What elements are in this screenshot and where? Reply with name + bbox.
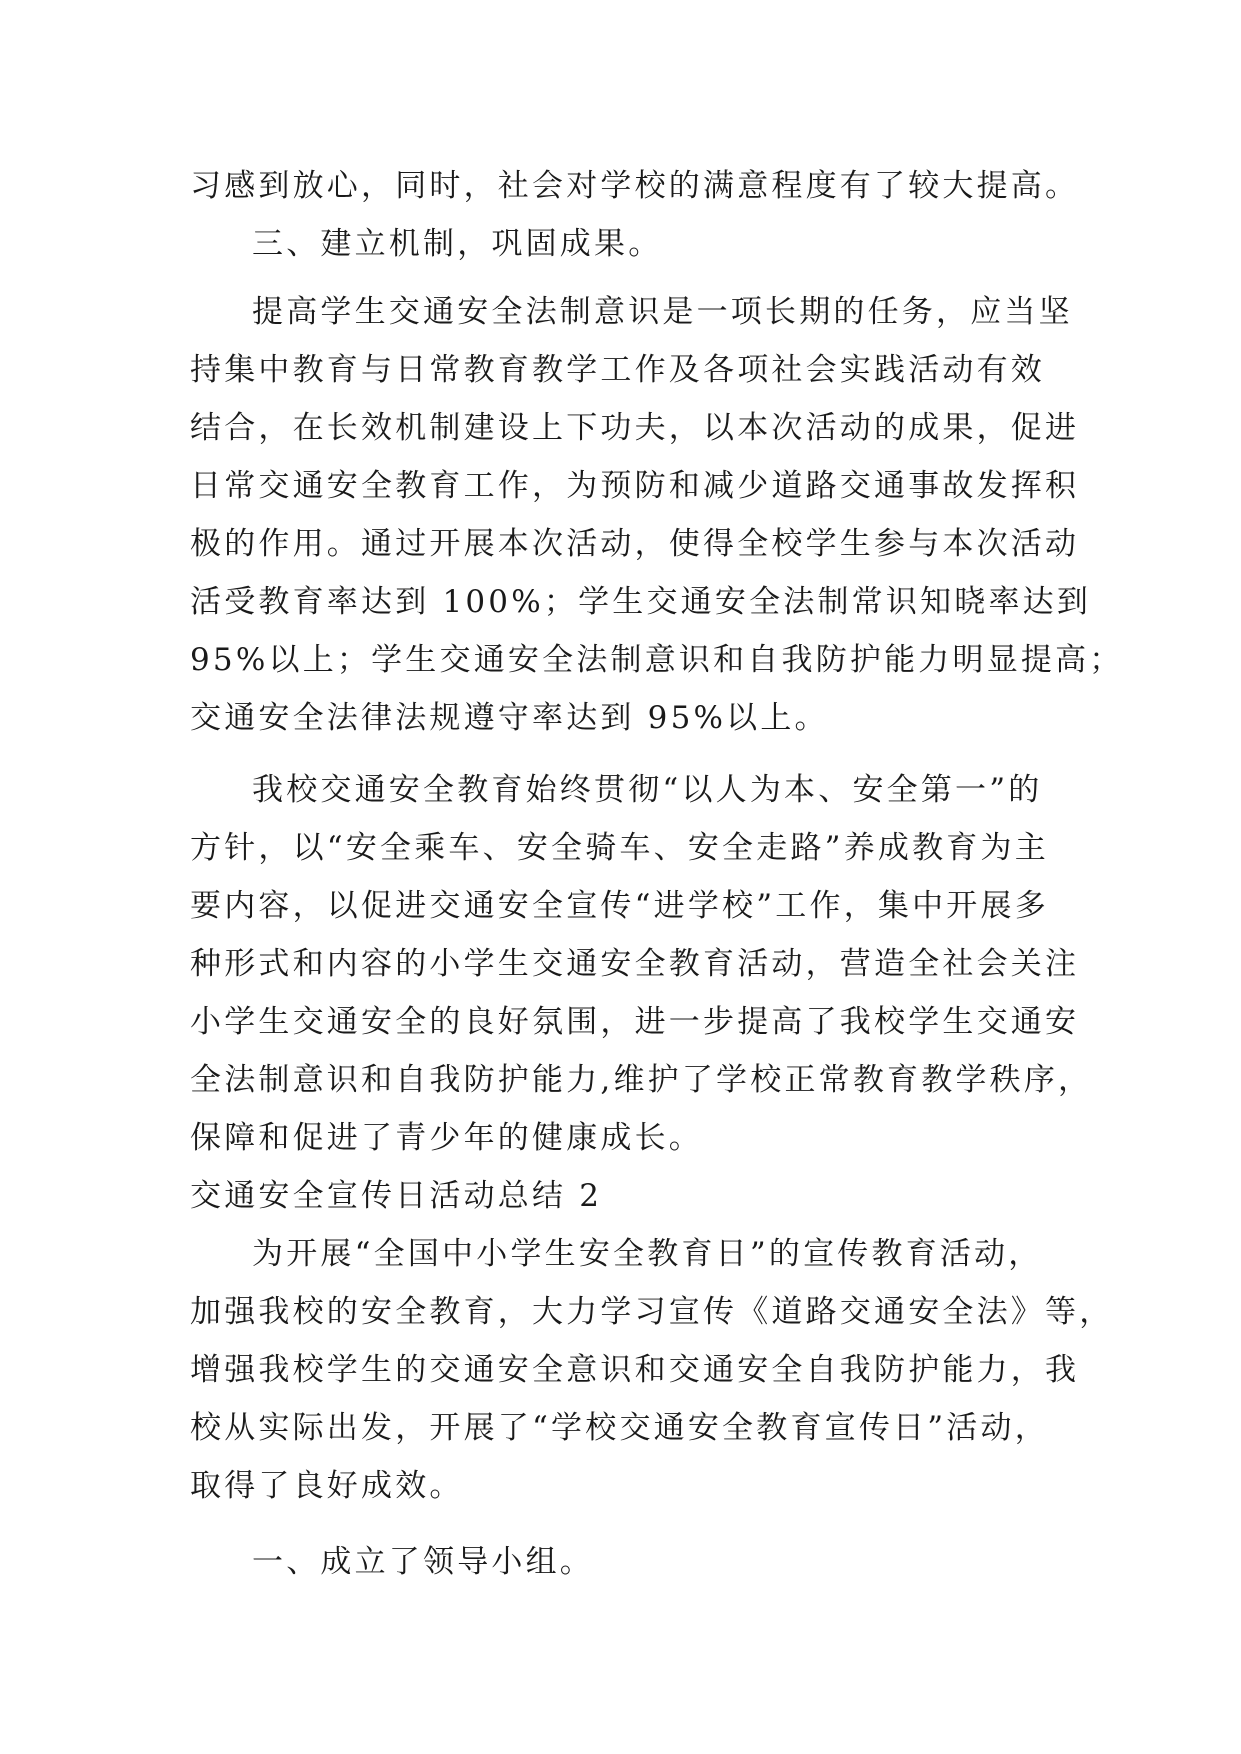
paragraph-line: 结合，在长效机制建设上下功夫，以本次活动的成果，促进 bbox=[190, 410, 1080, 446]
paragraph-line: 增强我校学生的交通安全意识和交通安全自我防护能力，我 bbox=[190, 1352, 1080, 1388]
paragraph-line: 校从实际出发，开展了“学校交通安全教育宣传日”活动， bbox=[190, 1410, 1049, 1446]
document-body bbox=[190, 157, 1124, 1591]
paragraph-line: 日常交通安全教育工作，为预防和减少道路交通事故发挥积 bbox=[190, 468, 1080, 504]
paragraph-line: 种形式和内容的小学生交通安全教育活动，营造全社会关注 bbox=[190, 946, 1080, 982]
paragraph-line: 小学生交通安全的良好氛围，进一步提高了我校学生交通安 bbox=[190, 1004, 1080, 1040]
paragraph-line: 方针，以“安全乘车、安全骑车、安全走路”养成教育为主 bbox=[190, 830, 1049, 866]
paragraph-line: 活受教育率达到 100%；学生交通安全法制常识知晓率达到 bbox=[190, 584, 1092, 620]
paragraph-line: 习感到放心，同时，社会对学校的满意程度有了较大提高。 bbox=[190, 168, 1080, 204]
paragraph-line: 提高学生交通安全法制意识是一项长期的任务，应当坚 bbox=[252, 294, 1073, 330]
paragraph-line: 交通安全法律法规遵守率达到 95%以上。 bbox=[190, 700, 829, 736]
paragraph-line: 持集中教育与日常教育教学工作及各项社会实践活动有效 bbox=[190, 352, 1045, 388]
paragraph-line: 95%以上；学生交通安全法制意识和自我防护能力明显提高； bbox=[190, 642, 1124, 678]
section-heading: 一、成立了领导小组。 bbox=[252, 1544, 594, 1580]
paragraph-line: 我校交通安全教育始终贯彻“以人为本、安全第一”的 bbox=[252, 772, 1043, 808]
paragraph-line: 为开展“全国中小学生安全教育日”的宣传教育活动， bbox=[252, 1236, 1043, 1272]
paragraph-line: 加强我校的安全教育，大力学习宣传《道路交通安全法》等， bbox=[190, 1294, 1114, 1330]
document-title: 交通安全宣传日活动总结 2 bbox=[190, 1178, 603, 1214]
paragraph-line: 取得了良好成效。 bbox=[190, 1468, 464, 1504]
paragraph-line: 全法制意识和自我防护能力,维护了学校正常教育教学秩序， bbox=[190, 1062, 1093, 1098]
paragraph-line: 极的作用。通过开展本次活动，使得全校学生参与本次活动 bbox=[190, 526, 1080, 562]
paragraph-line: 要内容，以促进交通安全宣传“进学校”工作，集中开展多 bbox=[190, 888, 1049, 924]
paragraph-line: 保障和促进了青少年的健康成长。 bbox=[190, 1120, 703, 1156]
section-heading: 三、建立机制，巩固成果。 bbox=[252, 226, 663, 262]
